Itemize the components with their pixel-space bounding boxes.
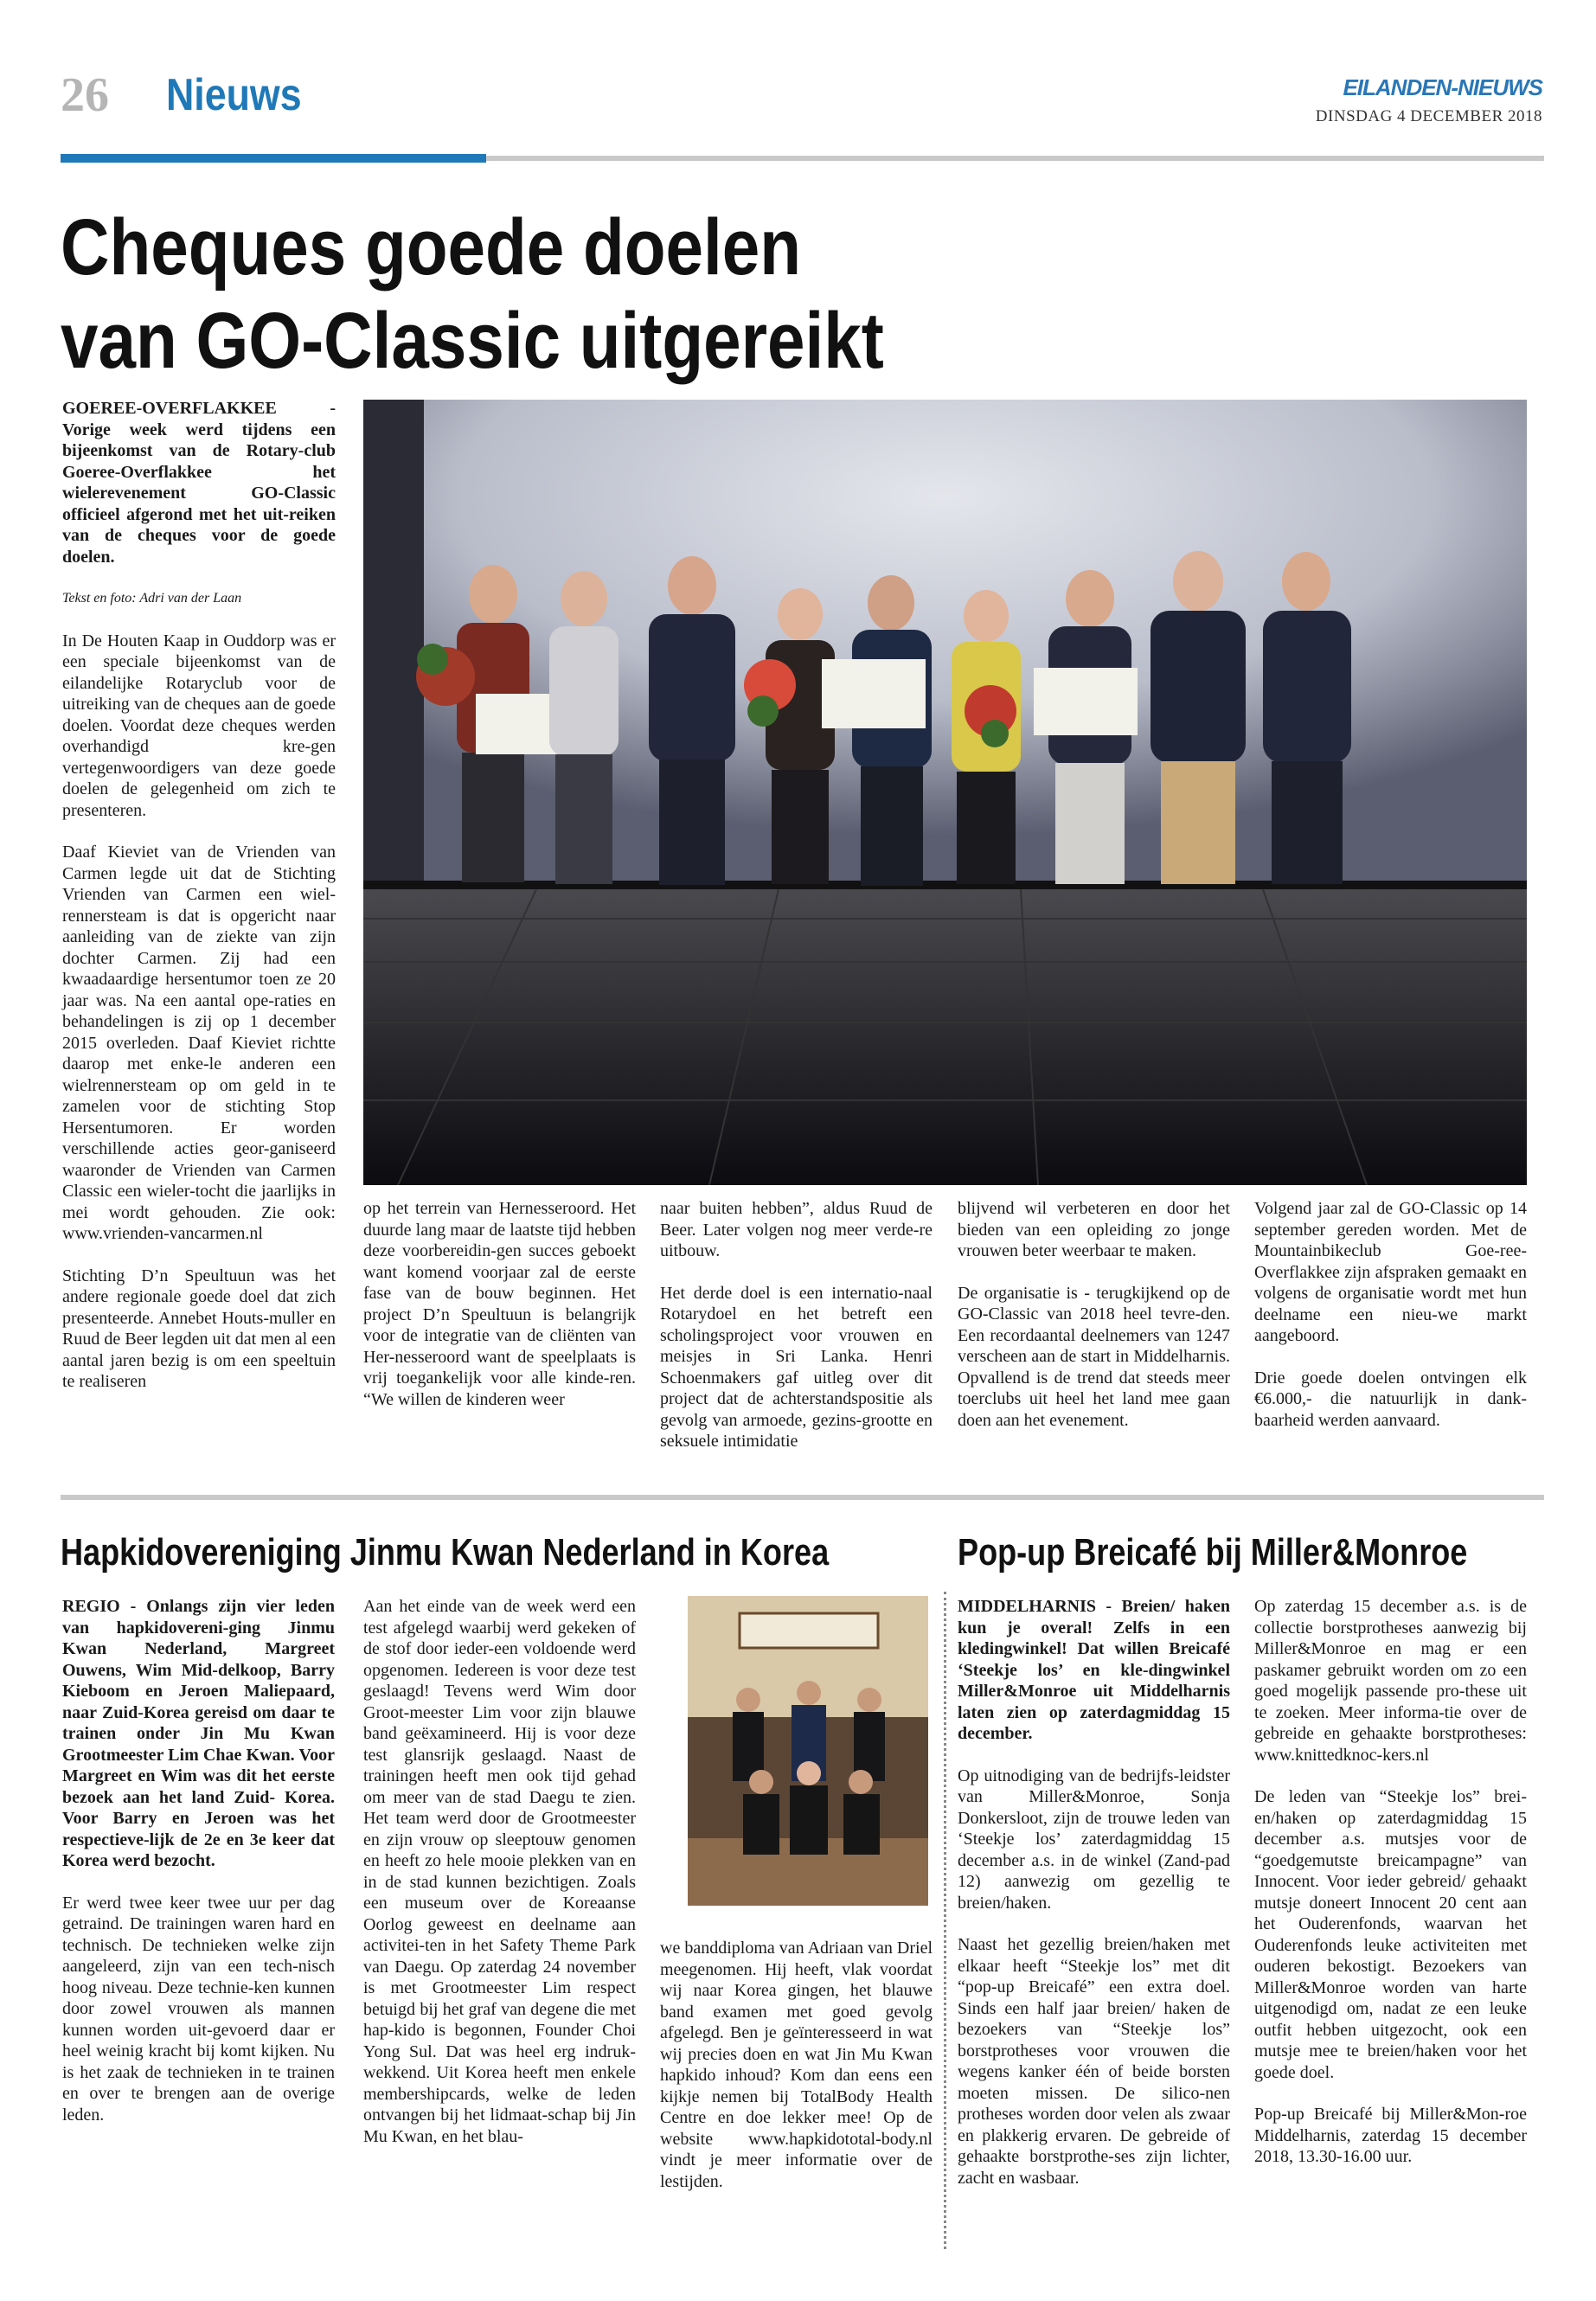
- headline-line-1: Cheques goede doelen: [61, 203, 802, 292]
- photo-credit: Tekst en foto: Adri van der Laan: [62, 591, 242, 606]
- article1-paragraph: blijvend wil verbeteren en door het bieden van een opleiding zo jonge vrouwen beter weerbaar te maken.: [958, 1199, 1230, 1260]
- article3-column-2: [1254, 1596, 1527, 2189]
- article1-paragraph: Stichting D’n Speultuun was het andere regionale goede doel dat zich presenteerde. Annebet Houts-muller en Ruud de Beer legden uit dat men al een aantal jaren bezig is om een speeltuin te realiseren: [62, 1266, 336, 1391]
- article1-paragraph: In De Houten Kaap in Ouddorp was er een speciale bijeenkomst van de eilandelijke Rotaryclub voor de uitreiking van de cheques aan de goede doelen. Voordat deze cheques werden overhandigd kre-gen vertegenwoordigers van deze goede doelen de gelegenheid om zich te presenteren.: [62, 631, 336, 820]
- article1-paragraph: naar buiten hebben”, aldus Ruud de Beer. Later volgen nog meer verde-re uitbouw.: [660, 1199, 933, 1260]
- article1-paragraph: Volgend jaar zal de GO-Classic op 14 september gereden worden. Met de Mountainbikeclub Goe-ree-Overflakkee zijn afspraken gemaakt en volgens de organisatie wordt met hun deelname een nieu-we markt aangeboord.: [1254, 1199, 1527, 1345]
- article2-lead: REGIO - Onlangs zijn vier leden van hapkidoverenі-ging Jinmu Kwan Nederland, Margreet Ouwens, Wim Mid-delkoop, Barry Kieboom en Jeroen Maliepaard, naar Zuid-Korea gereisd om daar te trainen onder Jin Mu Kwan Grootmeester Lim Chae Kwan. Voor Margreet en Wim was dit het eerste bezoek aan het land Zuid- Korea. Voor Barry en Jeroen was het respectieve-lijk de 2e en 3e keer dat Korea werd bezocht.: [62, 1597, 335, 1870]
- page-number: 26: [61, 68, 109, 122]
- header-rule-blue: [61, 154, 486, 163]
- hapkido-photo-image: [688, 1596, 928, 1906]
- article3-title: Pop-up Breicafé bij Miller&Monroe: [958, 1531, 1468, 1574]
- article1-lead: GOEREE-OVERFLAKKEE - Vorige week werd tijdens een bijeenkomst van de Rotary-club Goeree-Overflakkee het wielerevenement GO-Classic officieel afgerond met het uit-reiken van de cheques voor de goede doelen.: [62, 399, 336, 567]
- headline: [61, 201, 1163, 388]
- article1-column-2: [363, 1198, 636, 1431]
- article-separator: [61, 1495, 1544, 1500]
- article1-column-1: [62, 398, 336, 1413]
- article1-paragraph: Daaf Kieviet van de Vrienden van Carmen legde uit dat de Stichting Vrienden van Carmen een wiel-rennersteam is dat is opgericht naar aanleiding van de ziekte van zijn dochter Carmen. Zij had een kwaadaardige hersentumor toen ze 20 jaar was. Na een aantal ope-raties en behandelingen is zij op 1 december 2015 overleden. Daaf Kieviet richtte daarop met enke-le anderen een wielrennersteam op om geld in te zamelen voor de stichting Stop Hersentumoren. Er worden verschillende acties geor-ganiseerd waaronder de Vrienden van Carmen Classic een wieler-tocht die jaarlijks in mei wordt gehouden. Zie ook: www.vrienden-vancarmen.nl: [62, 843, 336, 1243]
- article2-title: Hapkidovereniging Jinmu Kwan Nederland in Korea: [61, 1531, 830, 1574]
- article1-paragraph: De organisatie is - terugkijkend op de GO-Classic van 2018 heel tevre-den. Een recordaantal deelnemers van 1247 verscheen aan de start in Middelharnis. Opvallend is de trend dat steeds meer toerclubs uit heel het land mee gaan doen aan het evenement.: [958, 1283, 1230, 1430]
- section-title: Nieuws: [166, 70, 302, 120]
- article2-paragraph: Er werd twee keer twee uur per dag getraind. De trainingen waren hard en technisch. De technieken welke zijn aangeleerd, zijn van een tech-nisch hoog niveau. Deze technie-ken kunnen door zowel vrouwen als mannen kunnen worden uit-gevoerd daar er heel weinig kracht bij komt kijken. Nu is het zaak de technieken in te trainen en over te brengen aan de overige leden.: [62, 1893, 335, 2125]
- main-photo-image: [363, 400, 1527, 1185]
- article3-paragraph: Pop-up Breicafé bij Miller&Mon-roe Middelharnis, zaterdag 15 december 2018, 13.30-16.00 uur.: [1254, 2105, 1527, 2166]
- hapkido-photo: [688, 1596, 928, 1906]
- article1-paragraph: op het terrein van Hernesseroord. Het duurde lang maar de laatste tijd hebben deze voorbereidin-gen succes geboekt want komend voorjaar zal de eerste fase van de bouw beginnen. Het project D’n Speultuun is belangrijk voor de integratie van de cliënten van Her-nesseroord want de speelplaats is vrij toegankelijk voor alle kinde-ren. “We willen de kinderen weer: [363, 1199, 636, 1409]
- article1-column-3: [660, 1198, 933, 1473]
- article3-paragraph: Naast het gezellig breien/haken met elkaar heeft “Steekje los” met dit “pop-up Breicafé” een extra doel. Sinds een half jaar breien/ haken de bezoekers van “Steekje los” borstprotheses voor vrouwen die wegens kanker één of beide borsten moeten missen. De silico-nen protheses worden door velen als zwaar en plakkerig ervaren. De gebreide of gehaakte borstprothe-ses zijn lichter, zacht en wasbaar.: [958, 1935, 1230, 2188]
- article2-column-1: [62, 1596, 335, 2146]
- article3-paragraph: Op uitnodiging van de bedrijfs-leidster van Miller&Monroe, Sonja Donkersloot, zijn de trouwe leden van ‘Steekje los’ zaterdagmiddag 15 december a.s. in de winkel (Zand-pad 12) aanwezig om gezellig te breien/haken.: [958, 1766, 1230, 1913]
- article3-column-1: [958, 1596, 1230, 2209]
- article3-lead: MIDDELHARNIS - Breien/ haken kun je overal! Zelfs in een kledingwinkel! Dat willen Breicafé ‘Steekje los’ en kle-dingwinkel Miller&Monroe uit Middelharnis laten zien op zaterdagmiddag 15 december.: [958, 1597, 1230, 1743]
- newspaper-logo: EILANDEN-NIEUWS: [1343, 74, 1542, 100]
- article1-column-5: [1254, 1198, 1527, 1452]
- article1-paragraph: Het derde doel is een internatio-naal Rotarydoel en het betreft een scholingsproject voor vrouwen en meisjes in Sri Lanka. Henri Schoenmakers gaf uitleg over dit project dat de achterstandspositie als gevolg van armoede, gezins-grootte en seksuele intimidatie: [660, 1283, 933, 1451]
- header-rule-grey: [486, 156, 1544, 161]
- article2-column-3: [660, 1938, 933, 2213]
- article2-column-2: [363, 1596, 636, 2168]
- article2-paragraph: Aan het einde van de week werd een test afgelegd waarbij werd gekeken of de stof door ieder-een voldoende werd opgenomen. Iedereen is voor deze test geslaagd! Tevens werd Wim door Groot-meester Lim voor zijn blauwe band geëxamineerd. Hij is voor deze test glansrijk geslaagd. Naast de trainingen heeft men ook tijd gehad om meer van de stad Daegu te zien. Het team werd door de Grootmeester en zijn vrouw op sleeptouw genomen en heeft zo hele mooie plekken van en in de stad kunnen bezichtigen. Zoals een museum over de Koreaanse Oorlog geweest en deelname aan activitei-ten in het Safety Theme Park van Daegu. Op zaterdag 24 november is met Grootmeester Lim respect betuigd bij het graf van degene die met hap-kido is begonnen, Founder Choi Yong Sul. Dat was heel erg indruk-wekkend. Uit Korea heeft men enkele membershipcards, welke de leden ontvangen bij het lidmaat-schap bij Jin Mu Kwan, en het blau-: [363, 1597, 636, 2146]
- article3-paragraph: De leden van “Steekje los” brei-en/haken op zaterdagmiddag 15 december a.s. mutsjes voor de “goedgemutste breicampagne” van Innocent. Voor ieder gebreid/ gehaakt mutsje doneert Innocent 20 cent aan het Ouderenfonds, waarvan het Ouderenfonds leuke activiteiten met ouderen bekostigt. Bezoekers van Miller&Monroe worden van harte uitgenodigd om, nadat ze een leuke outfit hebben uitgezocht, ook een mutsje mee te breien/haken voor het goede doel.: [1254, 1787, 1527, 2082]
- article1-column-4: [958, 1198, 1230, 1452]
- article1-paragraph: Drie goede doelen ontvingen elk €6.000,- die natuurlijk in dank-baarheid werden aanvaard.: [1254, 1368, 1527, 1430]
- article2-paragraph: we banddiploma van Adriaan van Driel meegenomen. Hij heeft, vlak voordat wij naar Korea gingen, het blauwe band examen met goed gevolg afgelegd. Ben je geïnteresseerd in wat wij precies doen en wat Jin Mu Kwan hapkido inhoud? Kom dan eens een kijkje nemen bij TotalBody Health Centre en doe lekker mee! Op de website www.hapkidototal-body.nl vindt je meer informatie over de lestijden.: [660, 1939, 933, 2191]
- issue-date: DINSDAG 4 DECEMBER 2018: [1315, 107, 1542, 125]
- column-divider: [944, 1592, 946, 2249]
- headline-line-2: van GO-Classic uitgereikt: [61, 297, 884, 385]
- main-photo: [363, 400, 1527, 1185]
- article3-paragraph: Op zaterdag 15 december a.s. is de collectie borstprotheses aanwezig bij Miller&Monroe en mag er een paskamer gebruikt worden om zo een goed mogelijk passende pro-these uit te zoeken. Meer informa-tie over de gebreide en gehaakte borstprotheses: www.knittedknoc-kers.nl: [1254, 1597, 1527, 1765]
